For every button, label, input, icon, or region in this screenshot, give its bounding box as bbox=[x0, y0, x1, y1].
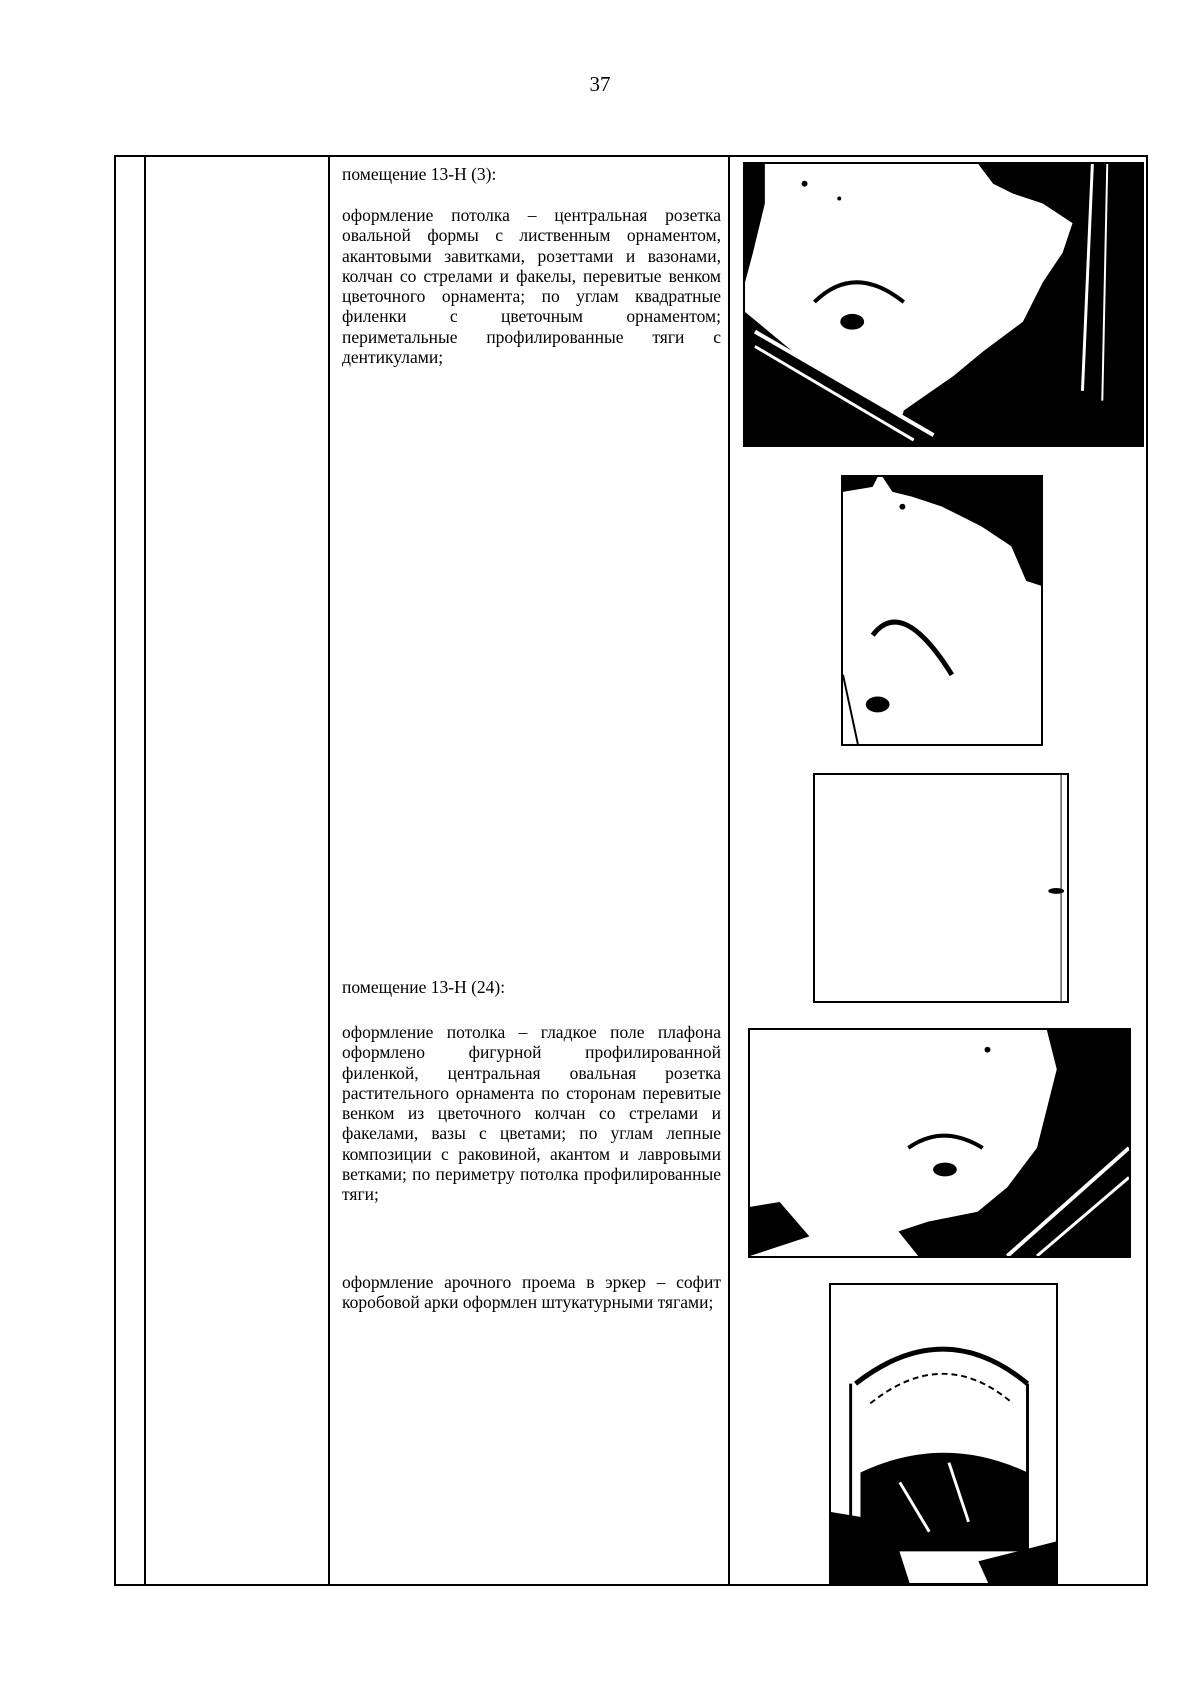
column-divider bbox=[144, 157, 146, 1584]
page-number: 37 bbox=[589, 72, 611, 96]
entry-description bbox=[342, 205, 721, 367]
ceiling-fragment-photo bbox=[813, 773, 1069, 1003]
column-divider bbox=[328, 157, 330, 1584]
column-divider bbox=[728, 157, 730, 1584]
entry-heading bbox=[342, 977, 721, 997]
entry-paragraph: оформление арочного проема в эркер – софит коробовой арки оформлен штукатурными тягами; bbox=[342, 1272, 721, 1313]
entry-description bbox=[342, 1272, 721, 1313]
entry-paragraph: оформление потолка – центральная розетка овальной формы с лиственным орнаментом, акантовыми завитками, розеттами и вазонами, колчан со стрелами и факелы, перевитые венком цветочного орнамента; по углам квадратные филенки с цветочным орнаментом; периметальные профилированные тяги с дентикулами; bbox=[342, 205, 721, 368]
entry-description bbox=[342, 1022, 721, 1205]
ceiling-photo bbox=[748, 1028, 1131, 1258]
monument-table bbox=[114, 155, 1148, 1586]
arch-photo bbox=[829, 1283, 1058, 1585]
entry-heading bbox=[342, 164, 721, 184]
ceiling-photo bbox=[743, 162, 1144, 447]
entry-heading-text: помещение 13-Н (3): bbox=[342, 164, 497, 184]
entry-heading-text: помещение 13-Н (24): bbox=[342, 977, 506, 997]
rosette-photo bbox=[841, 475, 1043, 746]
entry-paragraph: оформление потолка – гладкое поле плафона оформлено фигурной профилированной филенкой, центральная овальная розетка растительного орнамента по сторонам перевитые венком из цветочного колчан со стрелами и факелами, вазы с цветами; по углам лепные композиции с раковиной, акантом и лавровыми ветками; по периметру потолка профилированные тяги; bbox=[342, 1022, 721, 1205]
